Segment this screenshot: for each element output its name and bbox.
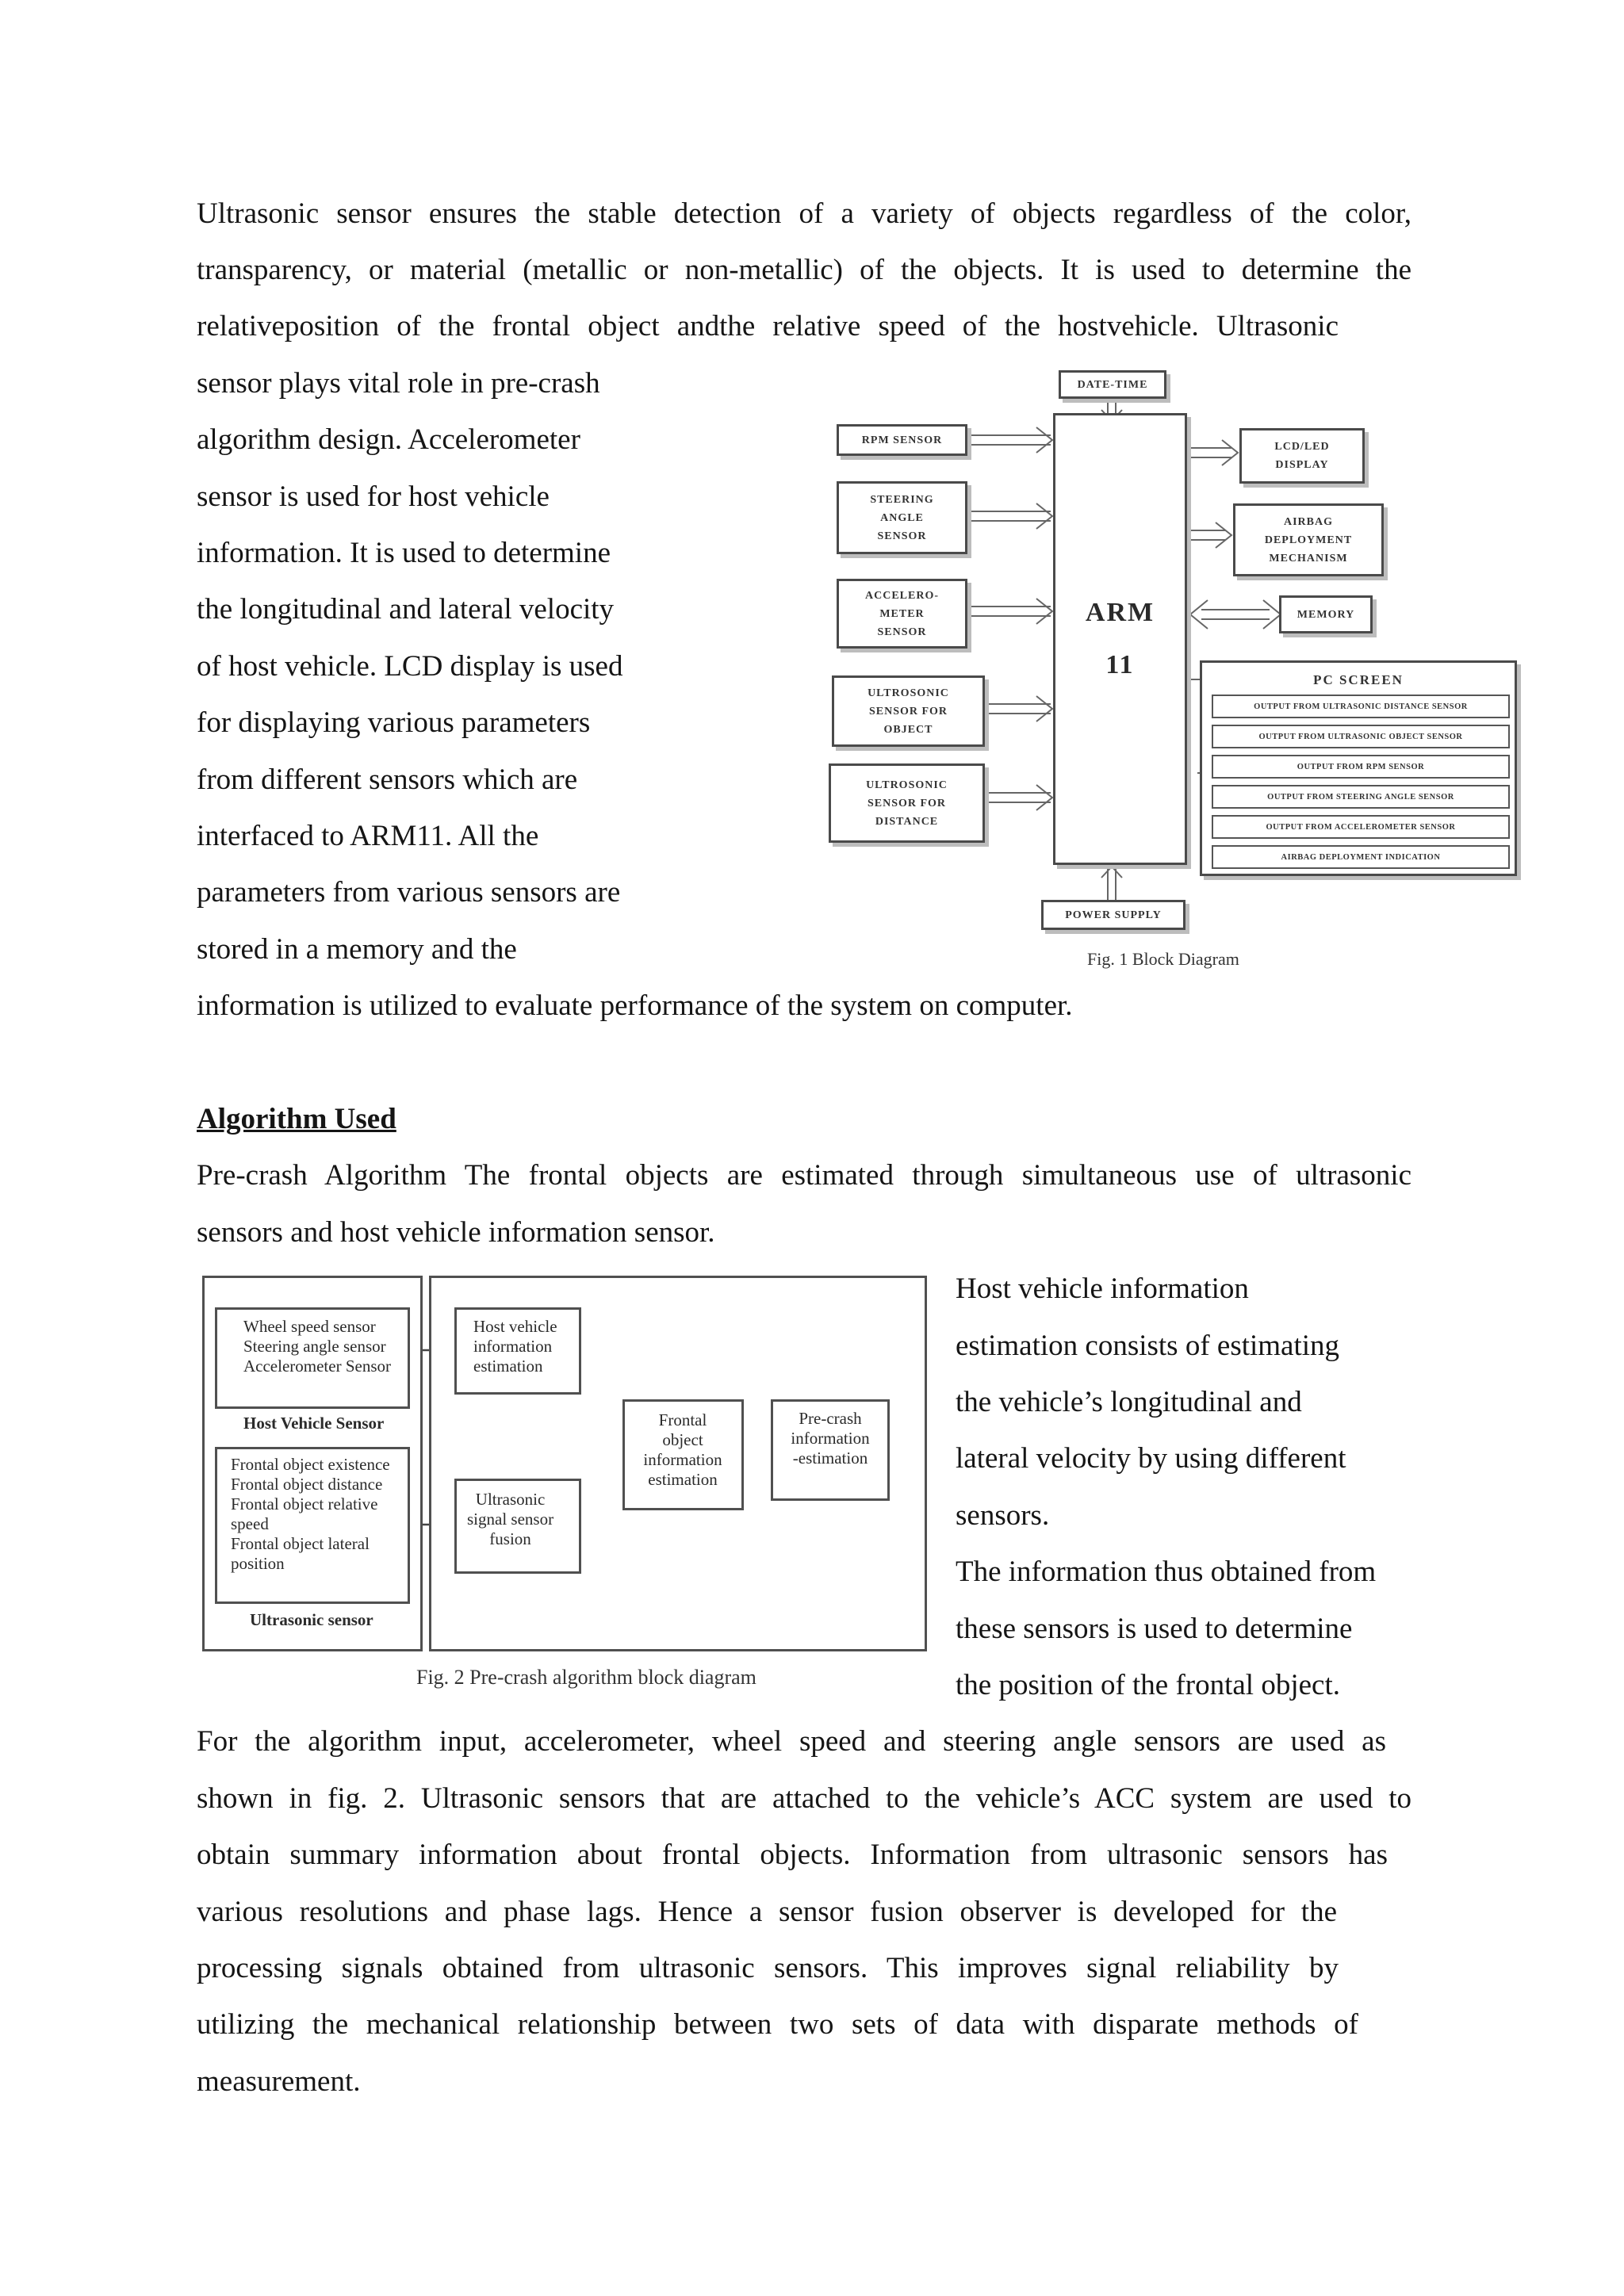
accelerometer-sensor-box: ACCELERO- METER SENSOR — [837, 579, 967, 649]
text-line: lateral velocity by using different — [956, 1442, 1346, 1475]
text-line: transparency, or material (metallic or non-metallic) of the objects. It is used to determine the — [197, 254, 1411, 286]
host-estimation-text: Host vehicle information estimation — [473, 1317, 557, 1376]
text-line: these sensors is used to determine — [956, 1613, 1353, 1645]
steering-arrow — [967, 511, 1051, 521]
rpm-arrow — [967, 435, 1051, 445]
frontal-estimation-text: Frontal object information estimation — [643, 1410, 722, 1489]
memory-box: MEMORY — [1279, 595, 1373, 633]
text-line: interfaced to ARM11. All the — [197, 820, 539, 852]
text-line: various resolutions and phase lags. Hence a sensor fusion observer is developed for the — [197, 1896, 1337, 1928]
text-line: shown in fig. 2. Ultrasonic sensors that are attached to the vehicle’s ACC system are used to — [197, 1782, 1411, 1815]
pc-screen-title: PC SCREEN — [1313, 672, 1404, 687]
arm11-processor-box: ARM 11 — [1053, 413, 1187, 865]
figure-1-caption: Fig. 1 Block Diagram — [1087, 949, 1239, 969]
pc-row: OUTPUT FROM RPM SENSOR — [1212, 755, 1510, 779]
text-line: sensors. — [956, 1499, 1050, 1532]
text-line: obtain summary information about frontal objects. Information from ultrasonic sensors has — [197, 1839, 1388, 1871]
text-line: sensor plays vital role in pre-crash — [197, 367, 600, 400]
text-line: Pre-crash Algorithm The frontal objects are estimated through simultaneous use of ultrasonic — [197, 1159, 1411, 1192]
text-line: the position of the frontal object. — [956, 1669, 1340, 1701]
text-line: parameters from various sensors are — [197, 876, 621, 909]
pc-row: OUTPUT FROM STEERING ANGLE SENSOR — [1212, 785, 1510, 809]
text-line: the longitudinal and lateral velocity — [197, 593, 615, 626]
host-sensor-list: Wheel speed sensor Steering angle sensor Accelerometer Sensor — [243, 1317, 391, 1376]
text-line: The information thus obtained from — [956, 1556, 1377, 1588]
rpm-sensor-box: RPM SENSOR — [837, 424, 967, 456]
text-line: utilizing the mechanical relationship between two sets of data with disparate methods of — [197, 2008, 1358, 2041]
text-line: stored in a memory and the — [197, 933, 517, 966]
precrash-algorithm-figure — [202, 1271, 928, 1699]
precrash-estimation-text: Pre-crash information -estimation — [791, 1409, 870, 1468]
text-line: sensors and host vehicle information sensor. — [197, 1216, 715, 1249]
text-line: estimation consists of estimating — [956, 1330, 1340, 1362]
steering-angle-sensor-box: STEERING ANGLE SENSOR — [837, 481, 967, 554]
pc-screen-box — [1200, 660, 1517, 876]
text-line: algorithm design. Accelerometer — [197, 423, 580, 456]
text-line: Host vehicle information — [956, 1272, 1249, 1305]
pc-row: OUTPUT FROM ULTRASONIC DISTANCE SENSOR — [1212, 695, 1510, 718]
airbag-deployment-box: AIRBAG DEPLOYMENT MECHANISM — [1233, 503, 1384, 576]
lcd-led-display-box: LCD/LED DISPLAY — [1239, 428, 1365, 484]
text-line: from different sensors which are — [197, 763, 578, 796]
power-supply-box: POWER SUPPLY — [1041, 900, 1185, 930]
figure-2-caption: Fig. 2 Pre-crash algorithm block diagram — [416, 1666, 756, 1689]
pc-row: AIRBAG DEPLOYMENT INDICATION — [1212, 845, 1510, 869]
object-arrow — [985, 704, 1051, 714]
text-line: sensor is used for host vehicle — [197, 480, 550, 513]
pc-row: OUTPUT FROM ULTRASONIC OBJECT SENSOR — [1212, 725, 1510, 748]
ultrasonic-sensor-label: Ultrasonic sensor — [250, 1610, 373, 1629]
text-line: for displaying various parameters — [197, 706, 591, 739]
ultrasonic-object-sensor-box: ULTROSONIC SENSOR FOR OBJECT — [832, 675, 985, 747]
block-diagram-figure — [821, 361, 1519, 987]
text-line: For the algorithm input, accelerometer, wheel speed and steering angle sensors are used as — [197, 1725, 1386, 1758]
text-line: of host vehicle. LCD display is used — [197, 650, 623, 683]
text-line: information. It is used to determine — [197, 537, 611, 569]
ultrasonic-fusion-text: Ultrasonic signal sensor fusion — [467, 1490, 554, 1548]
accelero-arrow — [967, 607, 1051, 616]
text-line: Ultrasonic sensor ensures the stable detection of a variety of objects regardless of the color, — [197, 197, 1411, 230]
ultrasonic-sensor-list: Frontal object existence Frontal object distance Frontal object relative speed Frontal object lateral position — [231, 1455, 390, 1573]
section-heading: Algorithm Used — [197, 1103, 396, 1135]
ultrasonic-distance-sensor-box: ULTROSONIC SENSOR FOR DISTANCE — [829, 763, 985, 843]
pc-row: OUTPUT FROM ACCELEROMETER SENSOR — [1212, 815, 1510, 839]
distance-arrow — [985, 793, 1051, 802]
text-line: relativeposition of the frontal object andthe relative speed of the hostvehicle. Ultrasonic — [197, 310, 1339, 342]
text-line: information is utilized to evaluate performance of the system on computer. — [197, 989, 1073, 1022]
text-line: the vehicle’s longitudinal and — [956, 1386, 1302, 1418]
text-line: processing signals obtained from ultrasonic sensors. This improves signal reliability by — [197, 1952, 1339, 1984]
text-line: measurement. — [197, 2065, 361, 2098]
date-time-box: DATE-TIME — [1059, 370, 1166, 399]
host-vehicle-sensor-label: Host Vehicle Sensor — [243, 1414, 385, 1433]
